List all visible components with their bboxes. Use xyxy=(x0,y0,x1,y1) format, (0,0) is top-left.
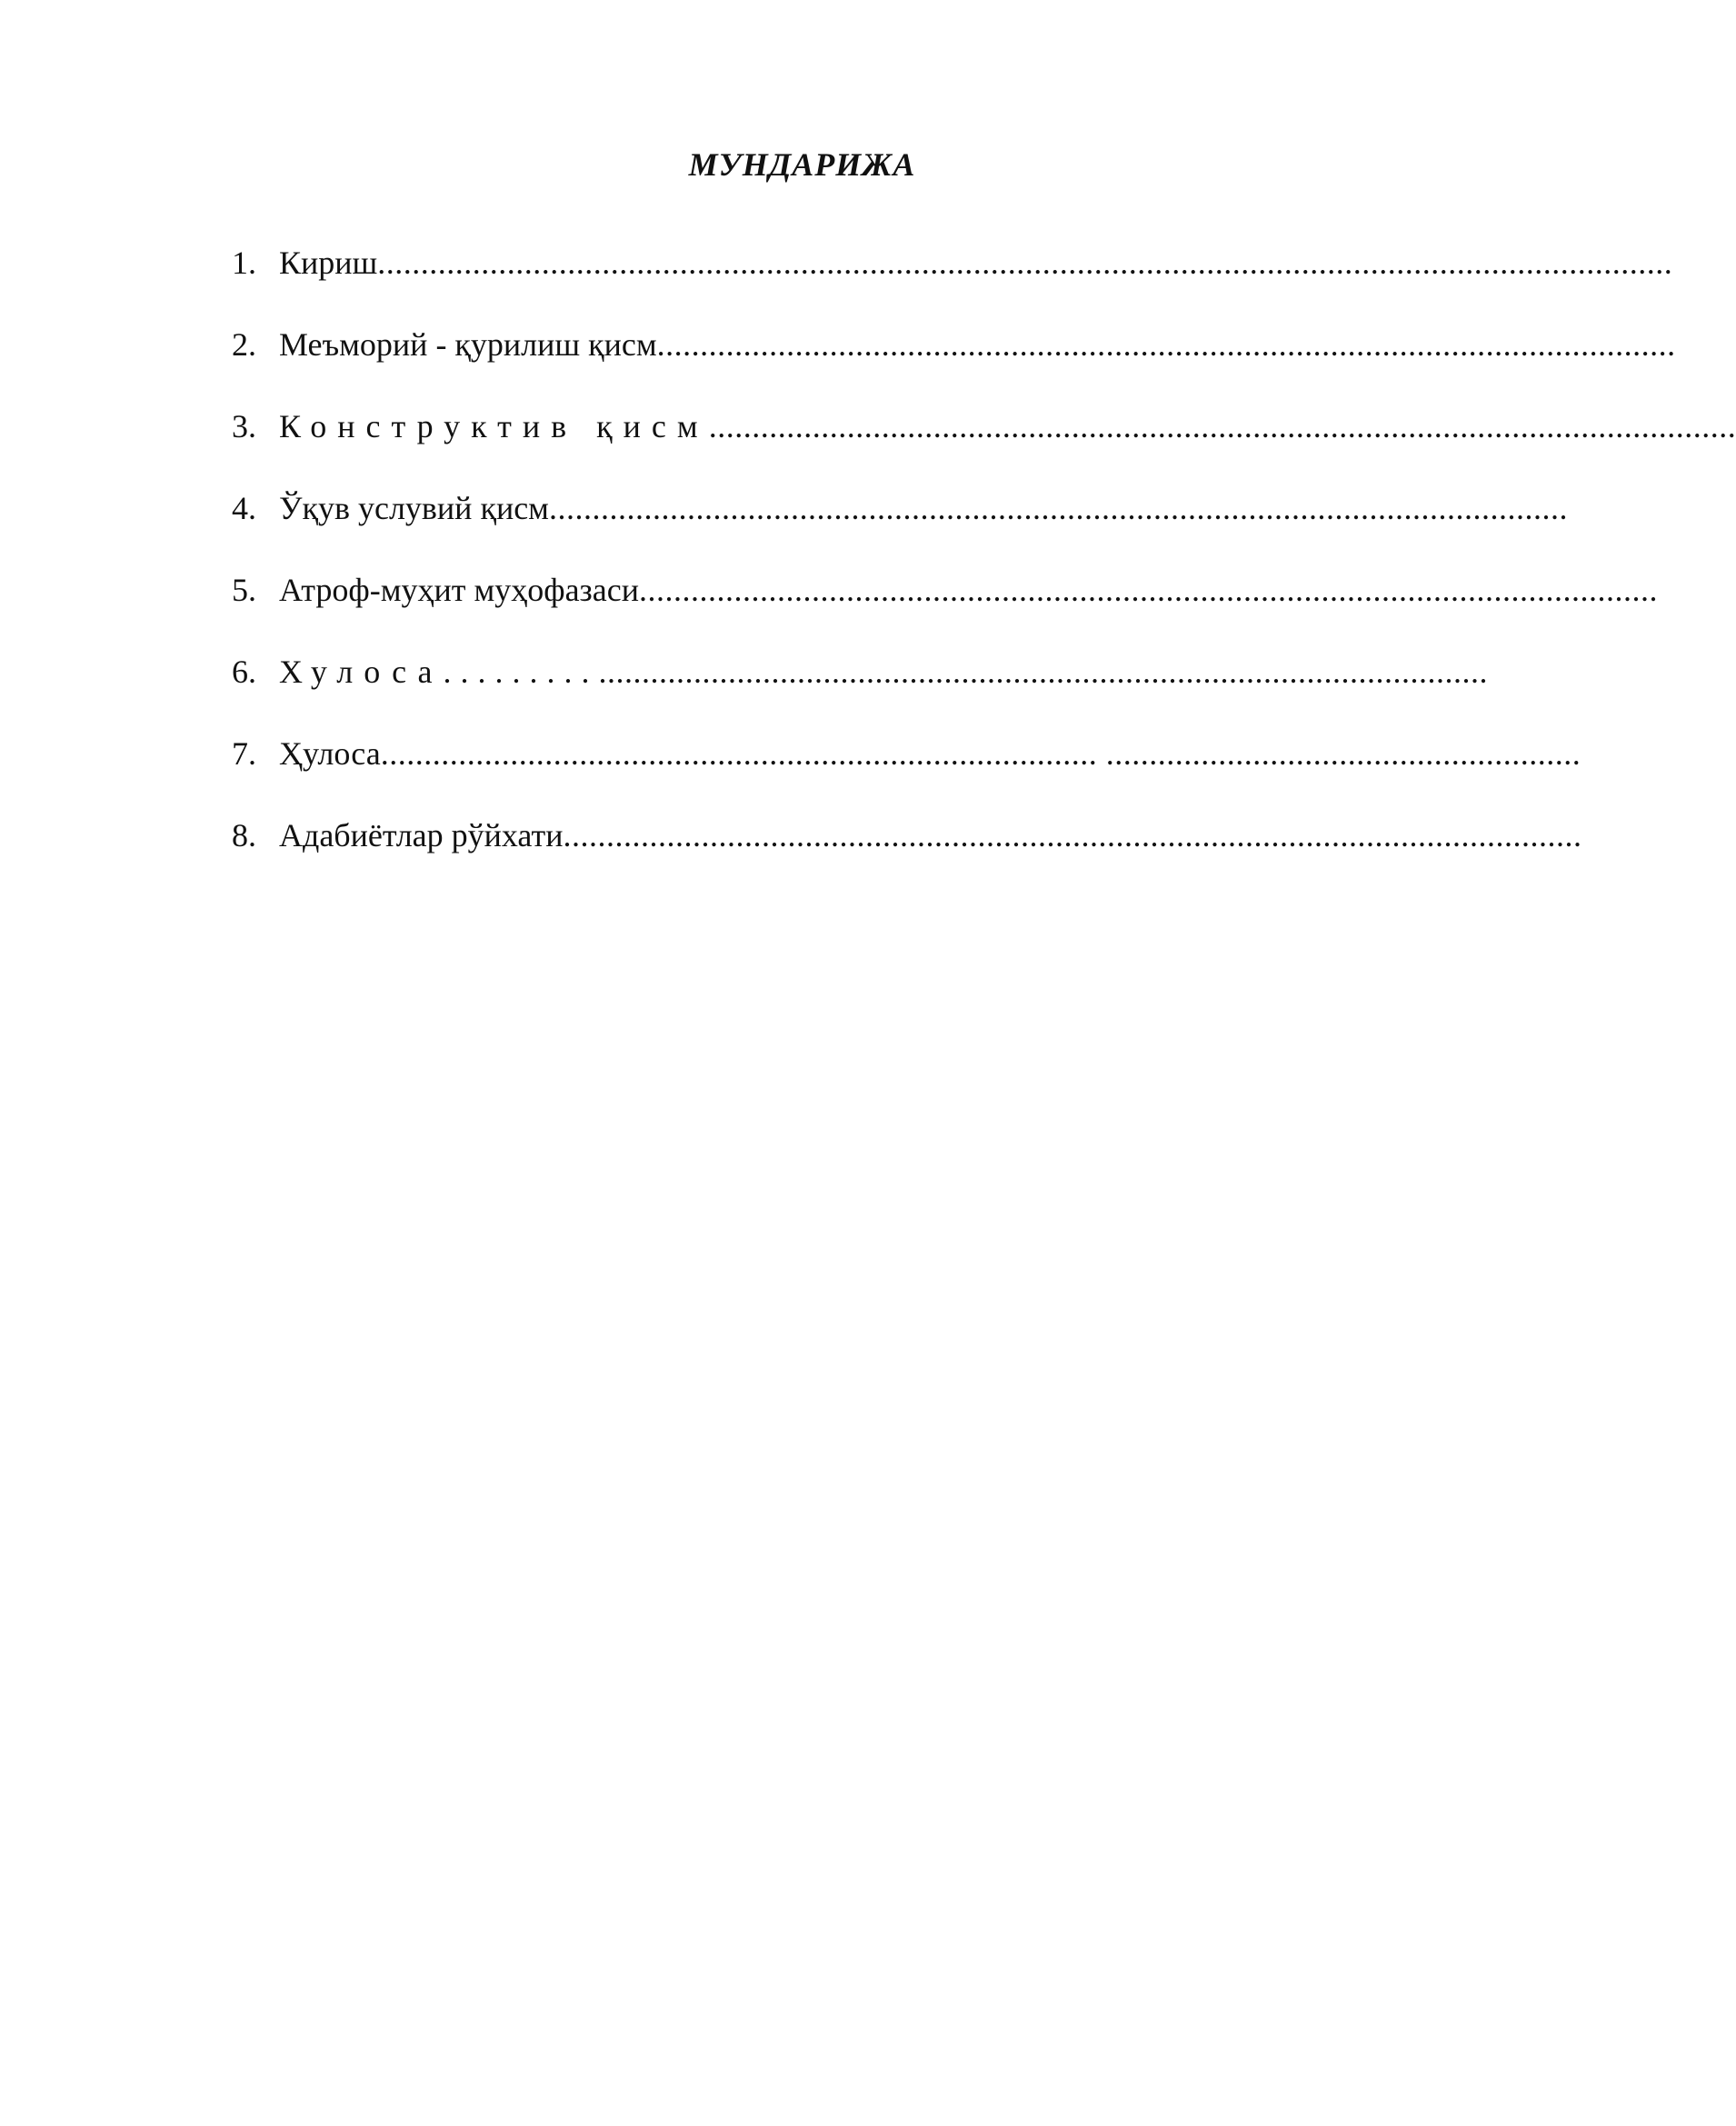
toc-dot-leader: . . . . . . . . . ....................................................................................................... xyxy=(443,654,1489,690)
toc-item-methodical xyxy=(232,489,1568,571)
table-of-contents xyxy=(232,244,1736,898)
toc-item-conclusion xyxy=(232,653,1489,734)
toc-item-environment xyxy=(232,571,1658,653)
toc-item-number: 7. xyxy=(232,735,256,772)
toc-item-bibliography xyxy=(232,816,1582,898)
toc-item-label: Атроф-муҳит муҳофазаси xyxy=(279,572,639,608)
toc-dot-leader: ................................................................................... ....................................................... xyxy=(380,735,1581,772)
toc-item-number: 2. xyxy=(232,326,256,363)
toc-dot-leader: ...................................................................................................................................................... xyxy=(377,245,1673,281)
toc-item-architecture xyxy=(232,325,1676,407)
toc-item-number: 4. xyxy=(232,490,256,526)
page-title: МУНДАРИЖА xyxy=(688,146,916,183)
toc-item-label: Меъморий - қурилиш қисм xyxy=(279,326,657,363)
toc-dot-leader: ...................................................................................................................... xyxy=(563,817,1582,853)
toc-item-conclusion-2 xyxy=(232,734,1581,816)
toc-item-number: 5. xyxy=(232,572,256,608)
toc-item-label: Ҳулоса xyxy=(279,735,381,772)
toc-dot-leader: ...................................................................................................................... xyxy=(656,326,1676,363)
toc-dot-leader: ...................................................................................................................... xyxy=(548,490,1568,526)
toc-item-number: 6. xyxy=(232,654,256,690)
toc-item-constructive xyxy=(232,407,1736,489)
toc-item-label: Конструктив қисм xyxy=(279,408,709,444)
toc-item-label: Хулоса xyxy=(279,654,444,690)
toc-item-number: 8. xyxy=(232,817,256,853)
toc-item-number: 3. xyxy=(232,408,256,444)
toc-item-introduction xyxy=(232,244,1673,325)
toc-item-label: Ўқув услувий қисм xyxy=(279,490,549,526)
toc-dot-leader: ...................................................................................................................... xyxy=(639,572,1658,608)
toc-item-label: Адабиётлар рўйхати xyxy=(279,817,564,853)
toc-item-label: Кириш xyxy=(279,245,378,281)
toc-item-number: 1. xyxy=(232,245,256,281)
toc-dot-leader: ....................................................................................................................... xyxy=(708,408,1736,444)
